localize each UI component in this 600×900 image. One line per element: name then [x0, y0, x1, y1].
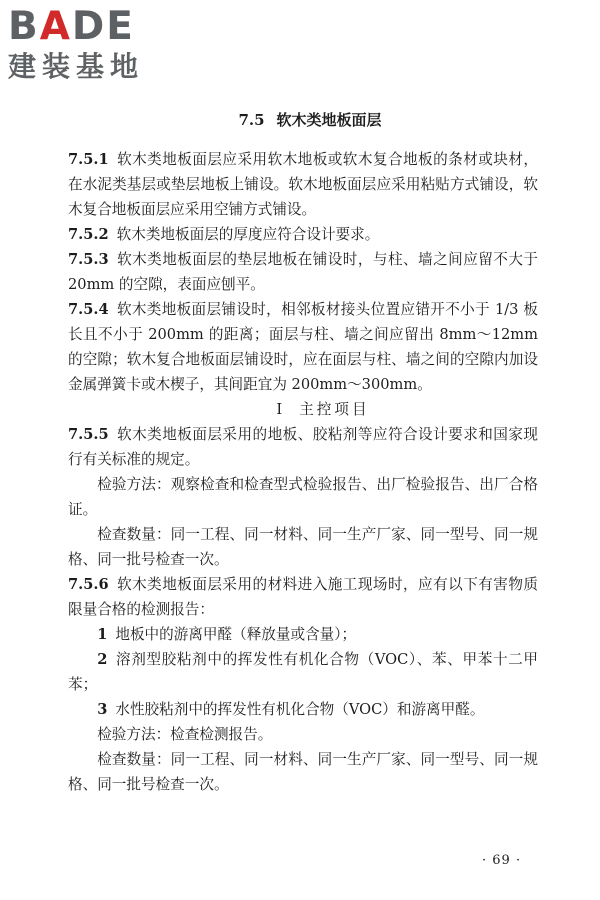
list-item [68, 697, 538, 722]
list-item-number: 2 [97, 651, 108, 668]
clause-number: 7.5.3 [68, 251, 109, 268]
list-item-number: 3 [97, 701, 108, 718]
list-item [68, 647, 538, 697]
inspection-method: 检验方法：检查检测报告。 [97, 726, 273, 743]
section-heading: 软木类地板面层 [276, 111, 382, 129]
clause-7-5-3 [68, 247, 538, 297]
clause-text: 软木类地板面层的厚度应符合设计要求。 [116, 226, 380, 243]
section-title [68, 108, 538, 133]
clause-text: 软木类地板面层应采用软木地板或软木复合地板的条材或块材，在水泥类基层或垫层地板上铺设。软木地板面层应采用粘贴方式铺设，软木复合地板面层应采用空铺方式铺设。 [68, 151, 538, 218]
clause-number: 7.5.4 [68, 301, 109, 318]
logo-subtitle: 建装基地 [8, 50, 145, 83]
document-body [68, 108, 538, 797]
clause-number: 7.5.2 [68, 226, 109, 243]
clause-number: 7.5.5 [68, 426, 109, 443]
clause-number: 7.5.1 [68, 151, 109, 168]
subsection-label: 主控项目 [299, 401, 370, 418]
clause-7-5-4 [68, 297, 538, 397]
clause-text: 软木类地板面层采用的材料进入施工现场时，应有以下有害物质限量合格的检测报告： [68, 576, 538, 618]
list-item-text: 溶剂型胶粘剂中的挥发性有机化合物（VOC）、苯、甲苯十二甲苯； [68, 651, 538, 693]
bade-logo [8, 6, 178, 84]
list-item [68, 622, 538, 647]
page-number: · 69 · [482, 853, 522, 868]
clause-text: 软木类地板面层铺设时，相邻板材接头位置应错开不小于 1/3 板长且不小于 200mm 的距离；面层与柱、墙之间应留出 8mm～12mm 的空隙；软木复合地板面层铺设时，应在面层与柱、墙之间的空隙内加设金属弹簧卡或木楔子，其间距宜为 200mm～300mm。 [68, 301, 538, 393]
list-item-text: 地板中的游离甲醛（释放量或含量）； [115, 626, 357, 643]
clause-7-5-2 [68, 222, 538, 247]
subsection-heading [68, 397, 538, 422]
logo-wordmark: BADE [8, 4, 135, 49]
clause-7-5-5 [68, 422, 538, 472]
clause-7-5-1 [68, 147, 538, 222]
clause-text: 软木类地板面层的垫层地板在铺设时，与柱、墙之间应留不大于 20mm 的空隙，表面应刨平。 [68, 251, 538, 293]
inspection-method: 检验方法：观察检查和检查型式检验报告、出厂检验报告、出厂合格证。 [68, 476, 538, 518]
logo-accent-letter: A [39, 4, 72, 49]
inspection-quantity: 检查数量：同一工程、同一材料、同一生产厂家、同一型号、同一规格、同一批号检查一次。 [68, 751, 538, 793]
clause-7-5-6 [68, 572, 538, 622]
inspection-quantity: 检查数量：同一工程、同一材料、同一生产厂家、同一型号、同一规格、同一批号检查一次。 [68, 526, 538, 568]
clause-number: 7.5.6 [68, 576, 109, 593]
list-item-text: 水性胶粘剂中的挥发性有机化合物（VOC）和游离甲醛。 [115, 701, 485, 718]
subsection-roman: Ⅰ [276, 401, 286, 418]
section-number: 7.5 [238, 111, 265, 129]
list-item-number: 1 [97, 626, 108, 643]
clause-text: 软木类地板面层采用的地板、胶粘剂等应符合设计要求和国家现行有关标准的规定。 [68, 426, 538, 468]
